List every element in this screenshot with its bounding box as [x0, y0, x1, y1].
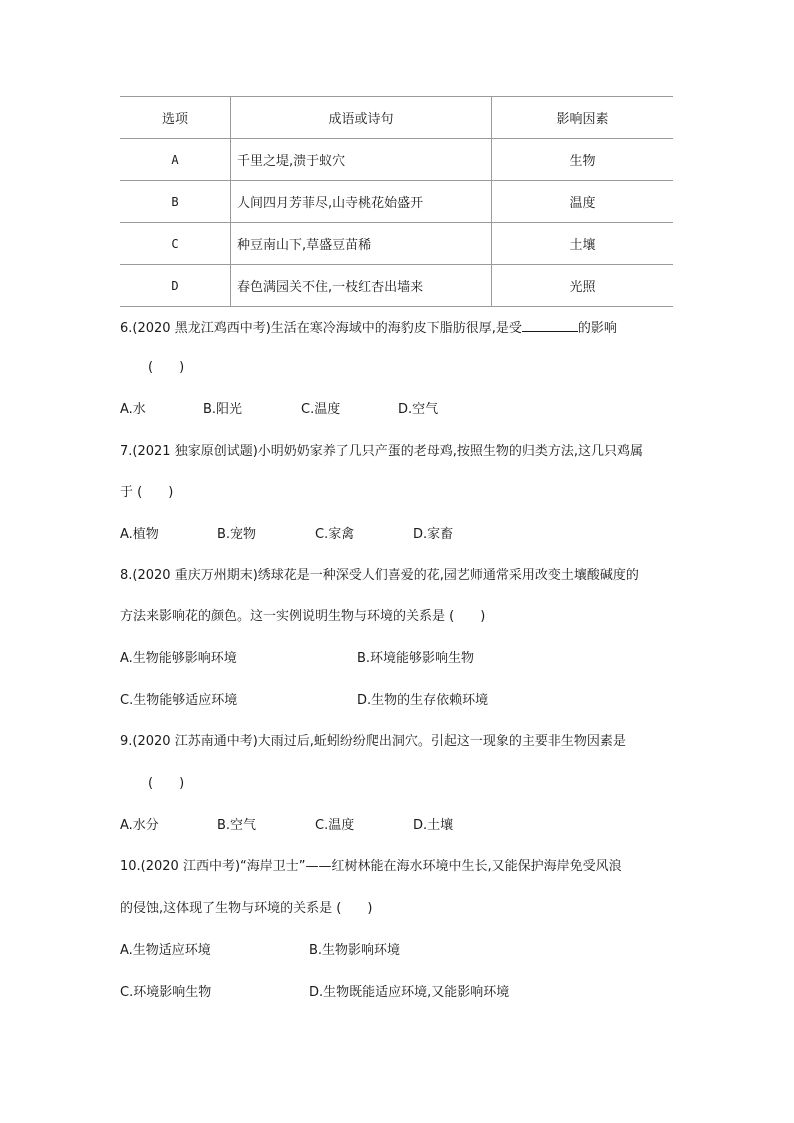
cell-idiom: 种豆南山下,草盛豆苗稀: [231, 223, 492, 265]
q10-option-b: B.生物影响环境: [309, 943, 401, 958]
cell-idiom: 春色满园关不住,一枝红杏出墙来: [231, 265, 492, 307]
q6-stem-before: 6.(2020 黑龙江鸡西中考)生活在寒冷海域中的海豹皮下脂肪很厚,是受: [120, 321, 522, 336]
q8-stem-line2: 方法来影响花的颜色。这一实例说明生物与环境的关系是 ( ): [120, 609, 486, 624]
q9-option-a: A.水分: [120, 818, 159, 833]
header-idiom: 成语或诗句: [231, 97, 492, 139]
q10-option-c: C.环境影响生物: [120, 985, 212, 1000]
cell-option: A: [120, 139, 231, 181]
q6-option-c: C.温度: [301, 402, 341, 417]
q8-stem-line1: 8.(2020 重庆万州期末)绣球花是一种深受人们喜爱的花,园艺师通常采用改变土壤酸碱度的: [120, 568, 639, 583]
q9-option-c: C.温度: [315, 818, 355, 833]
q7-option-b: B.宠物: [217, 527, 257, 542]
cell-factor: 光照: [492, 265, 674, 307]
cell-factor: 生物: [492, 139, 674, 181]
q10-stem-line2: 的侵蚀,这体现了生物与环境的关系是 ( ): [120, 901, 373, 916]
cell-option: C: [120, 223, 231, 265]
table-row: [120, 139, 673, 181]
q8-option-a: A.生物能够影响环境: [120, 651, 237, 666]
q9-stem-line1: 9.(2020 江苏南通中考)大雨过后,蚯蚓纷纷爬出洞穴。引起这一现象的主要非生物因素是: [120, 734, 626, 749]
q10-option-d: D.生物既能适应环境,又能影响环境: [309, 985, 510, 1000]
q8-option-b: B.环境能够影响生物: [357, 651, 475, 666]
q10-option-a: A.生物适应环境: [120, 943, 211, 958]
q6-option-b: B.阳光: [203, 402, 243, 417]
q6-answer-blank: [522, 318, 578, 332]
table-row: [120, 223, 673, 265]
q7-option-c: C.家禽: [315, 527, 355, 542]
cell-factor: 土壤: [492, 223, 674, 265]
q7-stem-line2: 于 ( ): [120, 485, 174, 500]
cell-factor: 温度: [492, 181, 674, 223]
header-factor: 影响因素: [492, 97, 674, 139]
q7-stem-line1: 7.(2021 独家原创试题)小明奶奶家养了几只产蛋的老母鸡,按照生物的归类方法,这几只鸡属: [120, 444, 644, 459]
table-row: [120, 265, 673, 307]
q8-option-d: D.生物的生存依赖环境: [357, 693, 489, 708]
factor-table: [120, 96, 673, 307]
q9-option-b: B.空气: [217, 818, 257, 833]
cell-option: B: [120, 181, 231, 223]
header-option: 选项: [120, 97, 231, 139]
q6-answer-paren: ( ): [148, 360, 185, 375]
q7-option-a: A.植物: [120, 527, 159, 542]
q6-option-d: D.空气: [398, 402, 439, 417]
q9-answer-paren: ( ): [148, 776, 185, 791]
q8-option-c: C.生物能够适应环境: [120, 693, 238, 708]
q6-stem-after: 的影响: [577, 321, 617, 336]
q6-option-a: A.水: [120, 402, 146, 417]
cell-idiom: 人间四月芳菲尽,山寺桃花始盛开: [231, 181, 492, 223]
cell-option: D: [120, 265, 231, 307]
table-header-row: [120, 97, 673, 139]
q9-option-d: D.土壤: [413, 818, 454, 833]
q10-stem-line1: 10.(2020 江西中考)“海岸卫士”——红树林能在海水环境中生长,又能保护海岸免受风浪: [120, 859, 622, 874]
q6-stem: [120, 318, 617, 338]
cell-idiom: 千里之堤,溃于蚁穴: [231, 139, 492, 181]
table-row: [120, 181, 673, 223]
q7-option-d: D.家畜: [413, 527, 454, 542]
